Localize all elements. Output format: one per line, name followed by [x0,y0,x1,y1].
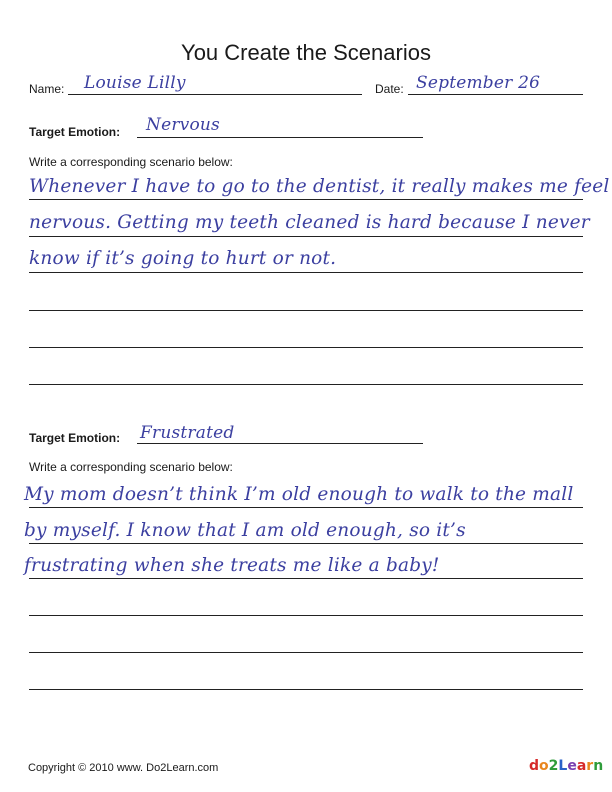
scenario-1-line-1: Whenever I have to go to the dentist, it really makes me feel [29,176,610,197]
scenario-1-line-2: nervous. Getting my teeth cleaned is hard because I never [29,212,590,233]
target-emotion-value-2: Frustrated [140,423,235,443]
writing-line [29,652,583,653]
writing-line [29,236,583,237]
writing-line [29,310,583,311]
writing-line [29,384,583,385]
logo-letter: 2 [548,758,559,774]
writing-line [29,347,583,348]
scenario-2-line-3: frustrating when she treats me like a baby! [24,555,440,576]
writing-line [29,543,583,544]
date-label: Date: [375,82,404,96]
scenario-prompt-1: Write a corresponding scenario below: [29,155,233,169]
logo-letter: r [586,758,594,774]
do2learn-logo [529,758,603,774]
page-title: You Create the Scenarios [181,40,431,65]
writing-line [29,689,583,690]
writing-line [29,578,583,579]
date-line [408,94,583,95]
logo-letter: e [567,758,577,774]
logo-letter: L [558,758,568,774]
scenario-1-line-3: know if it’s going to hurt or not. [29,248,337,269]
logo-letter: a [576,758,587,774]
target-emotion-line-1 [137,137,423,138]
writing-line [29,272,583,273]
name-label: Name: [29,82,65,96]
writing-line [29,199,583,200]
writing-line [29,615,583,616]
logo-letter: o [539,758,549,774]
target-emotion-label-2: Target Emotion: [29,431,121,445]
writing-line [29,507,583,508]
scenario-prompt-2: Write a corresponding scenario below: [29,460,233,474]
name-line [68,94,362,95]
logo-letter: n [593,758,604,774]
scenario-2-line-2: by myself. I know that I am old enough, so it’s [24,520,466,541]
date-value: September 26 [416,73,541,93]
target-emotion-value-1: Nervous [146,115,220,135]
copyright-footer: Copyright © 2010 www. Do2Learn.com [28,762,219,774]
logo-letter: d [529,758,540,774]
scenario-2-line-1: My mom doesn’t think I’m old enough to walk to the mall [24,484,574,505]
target-emotion-label-1: Target Emotion: [29,125,121,139]
target-emotion-line-2 [137,443,423,444]
name-value: Louise Lilly [84,73,186,93]
